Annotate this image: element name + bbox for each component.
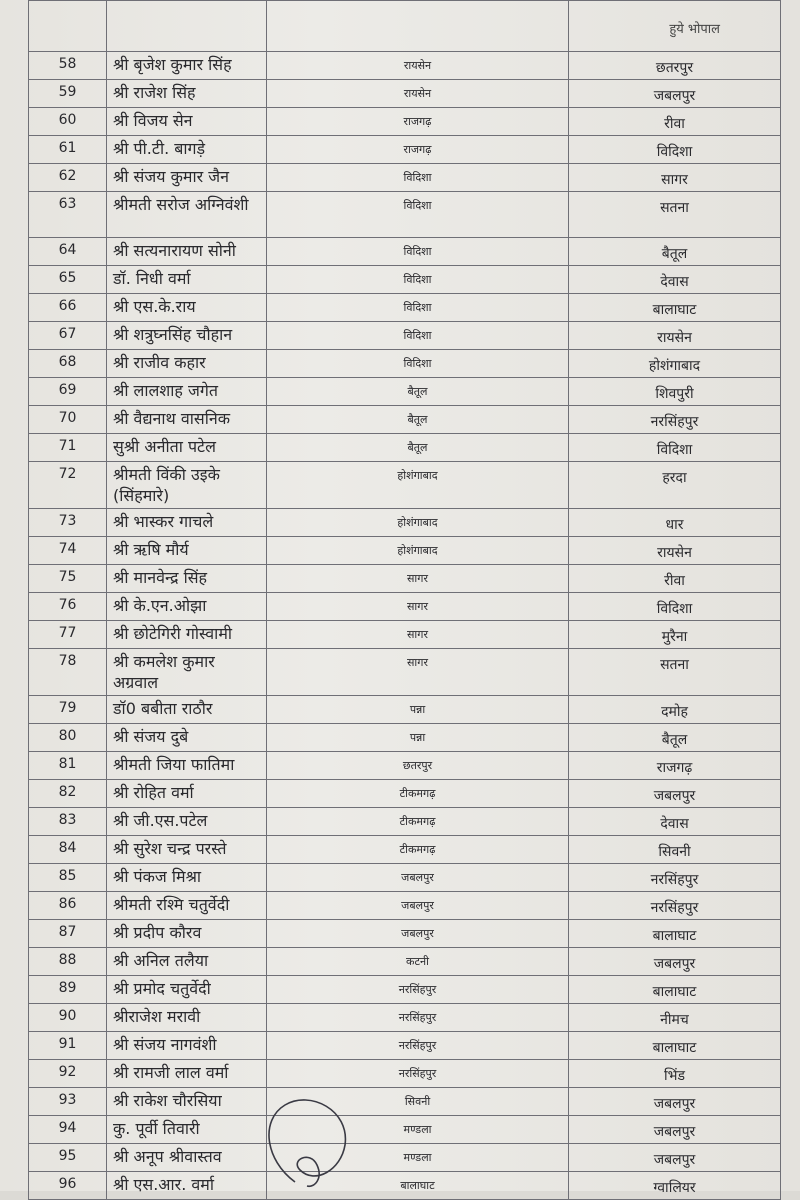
from-district: विदिशा	[267, 322, 569, 350]
header-to-note: हुये भोपाल	[569, 1, 781, 52]
table-row	[29, 864, 781, 892]
to-district: ग्वालियर	[569, 1172, 781, 1200]
from-district: छतरपुर	[267, 752, 569, 780]
table-row	[29, 752, 781, 780]
to-district: बालाघाट	[569, 920, 781, 948]
employee-name: श्रीमती जिया फातिमा	[107, 752, 267, 780]
row-number: 91	[29, 1032, 107, 1060]
row-number: 87	[29, 920, 107, 948]
to-district: विदिशा	[569, 136, 781, 164]
employee-name: श्री राकेश चौरसिया	[107, 1088, 267, 1116]
from-district: टीकमगढ़	[267, 808, 569, 836]
table-row	[29, 108, 781, 136]
employee-name: श्रीमती रश्मि चतुर्वेदी	[107, 892, 267, 920]
employee-name: श्री ऋषि मौर्य	[107, 537, 267, 565]
table-row	[29, 808, 781, 836]
from-district: नरसिंहपुर	[267, 1060, 569, 1088]
header-cell-from	[267, 1, 569, 52]
from-district: विदिशा	[267, 350, 569, 378]
from-district: रायसेन	[267, 52, 569, 80]
row-number: 86	[29, 892, 107, 920]
from-district: सागर	[267, 649, 569, 696]
row-number: 72	[29, 462, 107, 509]
to-district: नरसिंहपुर	[569, 406, 781, 434]
to-district: जबलपुर	[569, 948, 781, 976]
table-row	[29, 509, 781, 537]
table-row	[29, 350, 781, 378]
employee-name: श्रीराजेश मरावी	[107, 1004, 267, 1032]
table-row	[29, 537, 781, 565]
employee-name: श्री एस.आर. वर्मा	[107, 1172, 267, 1200]
from-district: होशंगाबाद	[267, 462, 569, 509]
employee-name: श्री विजय सेन	[107, 108, 267, 136]
row-number: 95	[29, 1144, 107, 1172]
to-district: देवास	[569, 808, 781, 836]
signature-mark	[255, 1090, 365, 1190]
to-district: जबलपुर	[569, 780, 781, 808]
employee-name: श्री राजीव कहार	[107, 350, 267, 378]
to-district: दमोह	[569, 696, 781, 724]
from-district: नरसिंहपुर	[267, 1032, 569, 1060]
row-number: 85	[29, 864, 107, 892]
from-district: राजगढ़	[267, 108, 569, 136]
employee-name: श्री पी.टी. बागड़े	[107, 136, 267, 164]
to-district: हरदा	[569, 462, 781, 509]
from-district: विदिशा	[267, 266, 569, 294]
table-row	[29, 1116, 781, 1144]
to-district: नरसिंहपुर	[569, 892, 781, 920]
table-row	[29, 266, 781, 294]
transfer-table-body	[29, 1, 781, 1200]
from-district: होशंगाबाद	[267, 537, 569, 565]
table-row	[29, 1172, 781, 1200]
table-row	[29, 52, 781, 80]
row-number: 89	[29, 976, 107, 1004]
table-row	[29, 1144, 781, 1172]
row-number: 63	[29, 192, 107, 238]
employee-name: श्री संजय नागवंशी	[107, 1032, 267, 1060]
table-row	[29, 724, 781, 752]
from-district: टीकमगढ़	[267, 780, 569, 808]
table-row	[29, 948, 781, 976]
employee-name: श्री भास्कर गाचले	[107, 509, 267, 537]
to-district: रायसेन	[569, 322, 781, 350]
from-district: सिवनी	[267, 1088, 569, 1116]
to-district: नीमच	[569, 1004, 781, 1032]
table-row	[29, 976, 781, 1004]
from-district: सागर	[267, 593, 569, 621]
row-number: 88	[29, 948, 107, 976]
table-row	[29, 164, 781, 192]
row-number: 78	[29, 649, 107, 696]
to-district: सिवनी	[569, 836, 781, 864]
row-number: 83	[29, 808, 107, 836]
table-row	[29, 136, 781, 164]
table-row	[29, 920, 781, 948]
from-district: विदिशा	[267, 192, 569, 238]
from-district: रायसेन	[267, 80, 569, 108]
employee-name: डॉ. निधी वर्मा	[107, 266, 267, 294]
employee-name: श्री जी.एस.पटेल	[107, 808, 267, 836]
row-number: 90	[29, 1004, 107, 1032]
from-district: बैतूल	[267, 434, 569, 462]
table-row	[29, 621, 781, 649]
employee-name: श्री के.एन.ओझा	[107, 593, 267, 621]
row-number: 96	[29, 1172, 107, 1200]
row-number: 69	[29, 378, 107, 406]
to-district: नरसिंहपुर	[569, 864, 781, 892]
from-district: कटनी	[267, 948, 569, 976]
to-district: होशंगाबाद	[569, 350, 781, 378]
table-row	[29, 322, 781, 350]
from-district: मण्डला	[267, 1144, 569, 1172]
employee-name: डॉ0 बबीता राठौर	[107, 696, 267, 724]
row-number: 71	[29, 434, 107, 462]
from-district: सागर	[267, 621, 569, 649]
table-row	[29, 696, 781, 724]
employee-name: श्री प्रमोद चतुर्वेदी	[107, 976, 267, 1004]
to-district: सतना	[569, 192, 781, 238]
to-district: जबलपुर	[569, 1144, 781, 1172]
to-district: धार	[569, 509, 781, 537]
header-cell-name	[107, 1, 267, 52]
row-number: 66	[29, 294, 107, 322]
to-district: रायसेन	[569, 537, 781, 565]
employee-name: श्री पंकज मिश्रा	[107, 864, 267, 892]
row-number: 77	[29, 621, 107, 649]
row-number: 84	[29, 836, 107, 864]
to-district: बैतूल	[569, 238, 781, 266]
to-district: बालाघाट	[569, 976, 781, 1004]
employee-name: श्री राजेश सिंह	[107, 80, 267, 108]
employee-name: कु. पूर्वी तिवारी	[107, 1116, 267, 1144]
from-district: होशंगाबाद	[267, 509, 569, 537]
employee-name: श्री संजय दुबे	[107, 724, 267, 752]
to-district: देवास	[569, 266, 781, 294]
employee-name: श्री अनिल तलैया	[107, 948, 267, 976]
row-number: 65	[29, 266, 107, 294]
employee-name: श्री सत्यनारायण सोनी	[107, 238, 267, 266]
from-district: पन्ना	[267, 724, 569, 752]
table-row	[29, 462, 781, 509]
from-district: बैतूल	[267, 378, 569, 406]
row-number: 62	[29, 164, 107, 192]
employee-name: श्री वैद्यनाथ वासनिक	[107, 406, 267, 434]
table-row	[29, 1004, 781, 1032]
to-district: सागर	[569, 164, 781, 192]
row-number: 79	[29, 696, 107, 724]
employee-name: श्री रोहित वर्मा	[107, 780, 267, 808]
from-district: नरसिंहपुर	[267, 1004, 569, 1032]
to-district: शिवपुरी	[569, 378, 781, 406]
row-number: 92	[29, 1060, 107, 1088]
row-number: 59	[29, 80, 107, 108]
table-row	[29, 593, 781, 621]
from-district: बालाघाट	[267, 1172, 569, 1200]
from-district: जबलपुर	[267, 864, 569, 892]
from-district: जबलपुर	[267, 892, 569, 920]
employee-name: सुश्री अनीता पटेल	[107, 434, 267, 462]
table-row	[29, 1032, 781, 1060]
from-district: बैतूल	[267, 406, 569, 434]
to-district: बालाघाट	[569, 1032, 781, 1060]
from-district: मण्डला	[267, 1116, 569, 1144]
row-number: 81	[29, 752, 107, 780]
employee-name: श्री सुरेश चन्द्र परस्ते	[107, 836, 267, 864]
from-district: विदिशा	[267, 294, 569, 322]
table-row	[29, 836, 781, 864]
table-row	[29, 780, 781, 808]
to-district: विदिशा	[569, 434, 781, 462]
employee-name: श्री मानवेन्द्र सिंह	[107, 565, 267, 593]
from-district: विदिशा	[267, 164, 569, 192]
row-number: 73	[29, 509, 107, 537]
from-district: टीकमगढ़	[267, 836, 569, 864]
to-district: छतरपुर	[569, 52, 781, 80]
table-row	[29, 434, 781, 462]
employee-name: श्रीमती सरोज अग्निवंशी	[107, 192, 267, 238]
employee-name: श्री संजय कुमार जैन	[107, 164, 267, 192]
row-number: 94	[29, 1116, 107, 1144]
row-number: 93	[29, 1088, 107, 1116]
from-district: राजगढ़	[267, 136, 569, 164]
to-district: राजगढ़	[569, 752, 781, 780]
table-row	[29, 294, 781, 322]
employee-name: श्री छोटेगिरी गोस्वामी	[107, 621, 267, 649]
to-district: जबलपुर	[569, 1088, 781, 1116]
table-row	[29, 649, 781, 696]
to-district: विदिशा	[569, 593, 781, 621]
to-district: रीवा	[569, 108, 781, 136]
from-district: जबलपुर	[267, 920, 569, 948]
row-number: 64	[29, 238, 107, 266]
row-number: 76	[29, 593, 107, 621]
table-row	[29, 378, 781, 406]
table-row	[29, 238, 781, 266]
from-district: विदिशा	[267, 238, 569, 266]
employee-name: श्री लालशाह जगेत	[107, 378, 267, 406]
table-row	[29, 892, 781, 920]
table-row	[29, 1088, 781, 1116]
employee-name: श्रीमती विंकी उइके (सिंहमारे)	[107, 462, 267, 509]
table-header-row	[29, 1, 781, 52]
row-number: 60	[29, 108, 107, 136]
employee-name: श्री रामजी लाल वर्मा	[107, 1060, 267, 1088]
row-number: 58	[29, 52, 107, 80]
from-district: पन्ना	[267, 696, 569, 724]
table-row	[29, 1060, 781, 1088]
to-district: भिंड	[569, 1060, 781, 1088]
table-row	[29, 565, 781, 593]
from-district: नरसिंहपुर	[267, 976, 569, 1004]
row-number: 67	[29, 322, 107, 350]
to-district: बालाघाट	[569, 294, 781, 322]
employee-name: श्री शत्रुघ्नसिंह चौहान	[107, 322, 267, 350]
employee-name: श्री प्रदीप कौरव	[107, 920, 267, 948]
table-row	[29, 80, 781, 108]
table-row	[29, 406, 781, 434]
to-district: जबलपुर	[569, 1116, 781, 1144]
employee-name: श्री बृजेश कुमार सिंह	[107, 52, 267, 80]
row-number: 75	[29, 565, 107, 593]
employee-name: श्री एस.के.राय	[107, 294, 267, 322]
row-number: 68	[29, 350, 107, 378]
row-number: 61	[29, 136, 107, 164]
header-cell-no	[29, 1, 107, 52]
row-number: 82	[29, 780, 107, 808]
to-district: बैतूल	[569, 724, 781, 752]
to-district: सतना	[569, 649, 781, 696]
from-district: सागर	[267, 565, 569, 593]
row-number: 80	[29, 724, 107, 752]
transfer-table	[28, 0, 781, 1200]
table-row	[29, 192, 781, 238]
row-number: 74	[29, 537, 107, 565]
row-number: 70	[29, 406, 107, 434]
to-district: जबलपुर	[569, 80, 781, 108]
to-district: रीवा	[569, 565, 781, 593]
to-district: मुरैना	[569, 621, 781, 649]
employee-name: श्री अनूप श्रीवास्तव	[107, 1144, 267, 1172]
employee-name: श्री कमलेश कुमार अग्रवाल	[107, 649, 267, 696]
